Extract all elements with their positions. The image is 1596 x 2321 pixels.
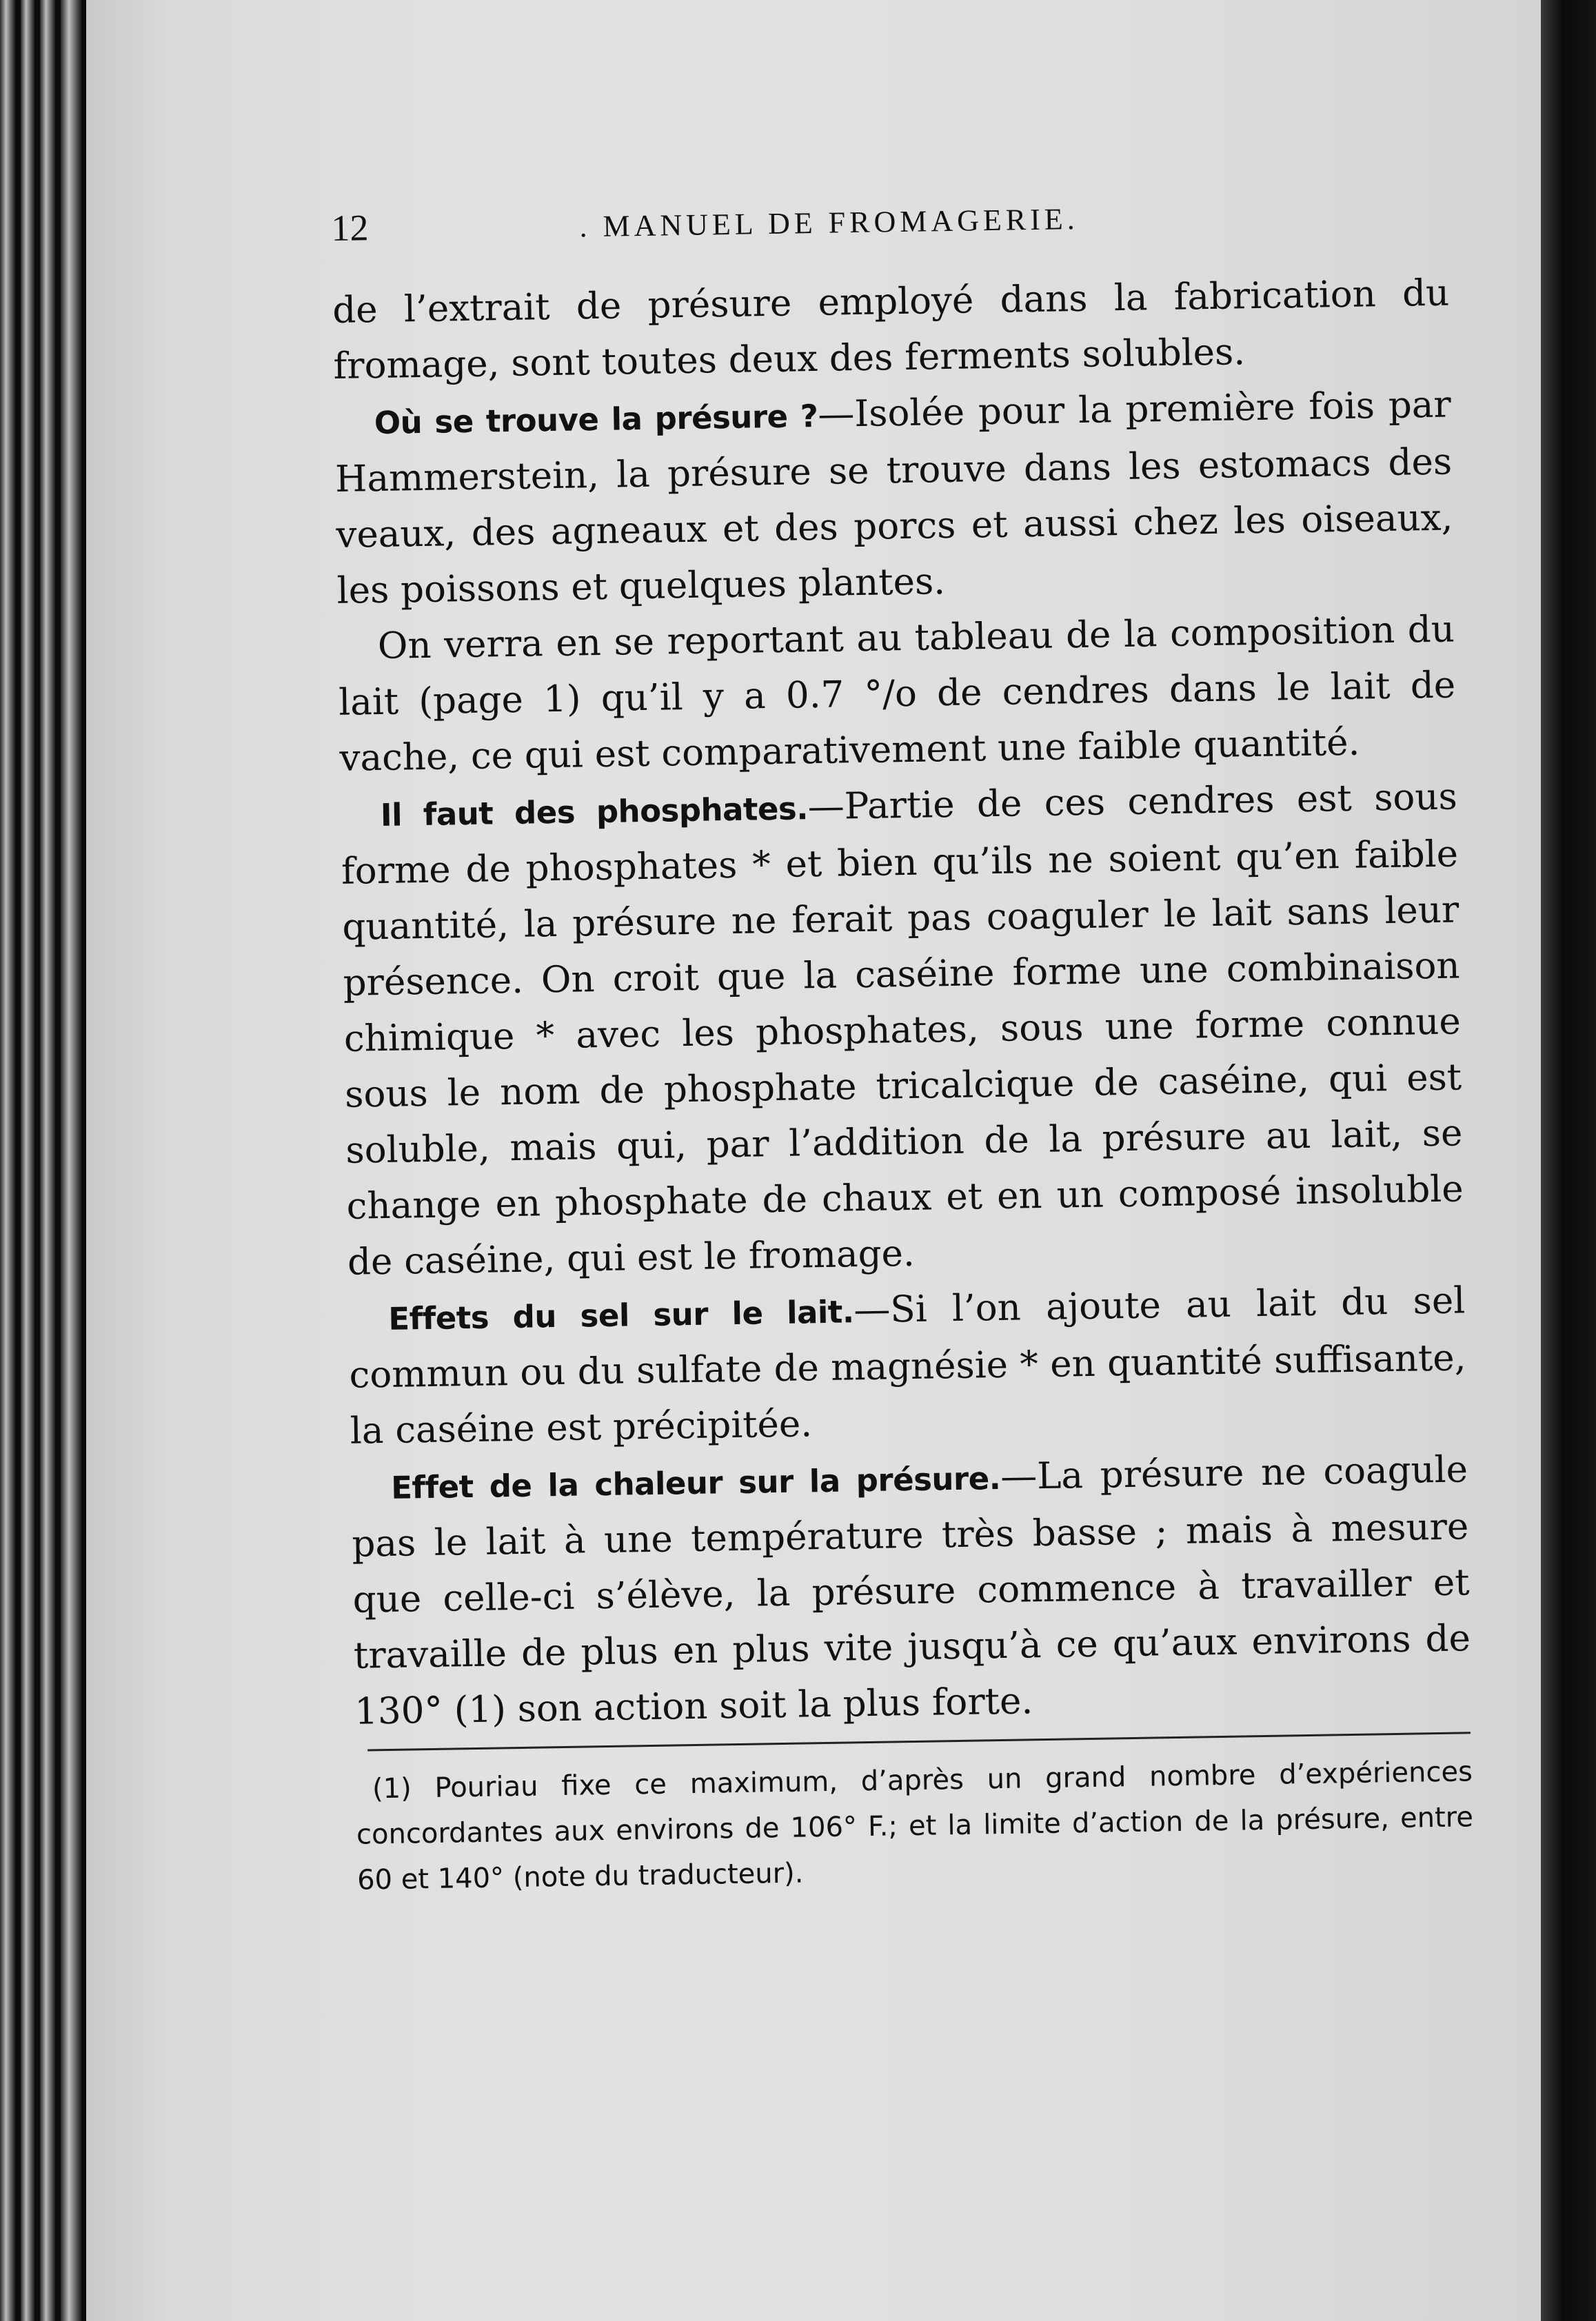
section-heading: Il faut des phosphates. bbox=[380, 790, 809, 833]
right-page-edge bbox=[1541, 0, 1596, 2321]
paragraph bbox=[337, 601, 1457, 786]
book-edge-stripe bbox=[21, 0, 34, 2321]
paragraph-text: —Partie de ces cendres est sous forme de phosphates * et bien qu’ils ne soient qu’en faible quantité, la présure ne ferait pas coaguler le lait sans leur présence. On croit que la caséine forme une combinaison chimique * avec les phosphates, sous une forme connue sous le nom de phosphate tricalcique de caséine, qui est soluble, mais qui, par l’addition de la présure au lait, se change en phosphate de chaux et en un composé insoluble de caséine, qui est le fromage. bbox=[341, 776, 1464, 1284]
paragraph-text: —La présure ne coagule pas le lait à une température très basse ; mais à mesure que celle-ci s’élève, la présure commence à travailler et travaille de plus en plus vite jusqu’à ce qu’aux environs de 130° (1) son action soit la plus forte. bbox=[352, 1448, 1471, 1733]
page-content bbox=[331, 190, 1474, 1903]
paragraph bbox=[332, 265, 1451, 394]
paragraph-text: de l’extrait de présure employé dans la fabrication du fromage, sont toutes deux des ferments solubles. bbox=[332, 272, 1450, 387]
running-title: . MANUEL DE FROMAGERIE. bbox=[579, 201, 1080, 244]
body-text bbox=[332, 265, 1472, 1740]
paragraph bbox=[334, 377, 1454, 619]
footnote-marker: (1) bbox=[372, 1772, 412, 1805]
book-edge-stripe bbox=[61, 0, 81, 2321]
page-number: 12 bbox=[331, 207, 369, 249]
paragraph-text: —Isolée pour la première fois par Hammerstein, la présure se trouve dans les estomacs des veaux, des agneaux et des porcs et aussi chez les oiseaux, les poissons et quelques plantes. bbox=[334, 383, 1453, 612]
book-edge-stripe bbox=[40, 0, 55, 2321]
paragraph bbox=[351, 1441, 1472, 1739]
footnote bbox=[356, 1749, 1475, 1903]
footnote-paragraph bbox=[356, 1749, 1475, 1903]
paragraph-text: —Si l’on ajoute au lait du sel commun ou du sulfate de magnésie * en quantité suffisante, la caséine est précipitée. bbox=[349, 1279, 1466, 1452]
paragraph-text: On verra en se reportant au tableau de la composition du lait (page 1) qu’il y a 0.7 °/o de cendres dans le lait de vache, ce qui est comparativement une faible quantité. bbox=[338, 608, 1456, 780]
book-edge-stripe bbox=[0, 0, 15, 2321]
footnote-text: Pouriau fixe ce maximum, d’après un grand nombre d’expériences concordantes aux environs de 106° F.; et la limite d’action de la présure, entre 60 et 140° (note du traducteur). bbox=[356, 1756, 1474, 1896]
section-heading: Effet de la chaleur sur la présure. bbox=[390, 1459, 1001, 1506]
paragraph bbox=[348, 1273, 1468, 1459]
paragraph bbox=[340, 769, 1464, 1290]
section-heading: Effets du sel sur le lait. bbox=[387, 1293, 854, 1337]
section-heading: Où se trouve la présure ? bbox=[374, 397, 818, 442]
